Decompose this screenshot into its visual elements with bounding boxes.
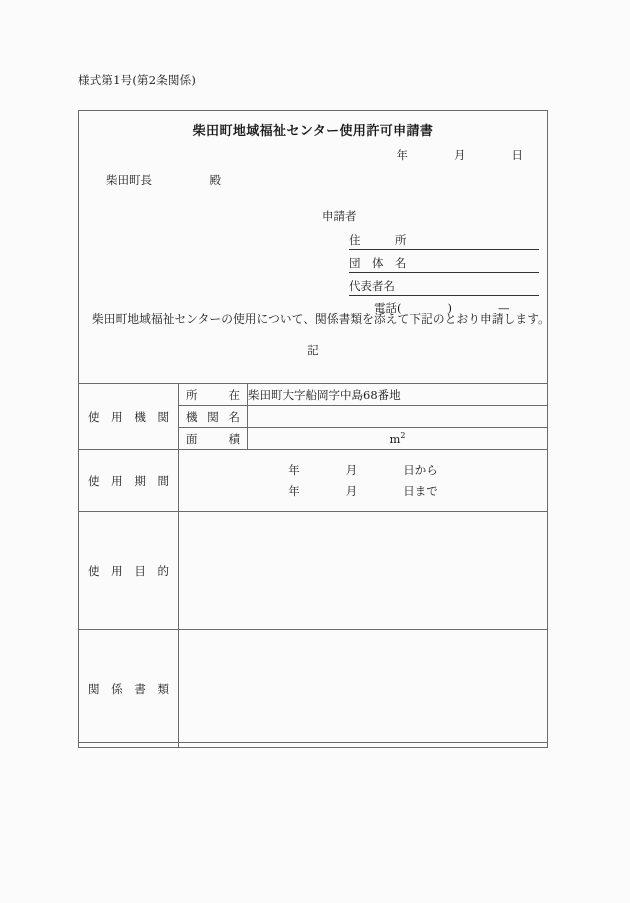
label-char: 用 bbox=[111, 409, 123, 424]
form-header-area bbox=[79, 111, 550, 383]
row-label-institution bbox=[79, 384, 179, 450]
field-label-representative: 代表者名 bbox=[349, 279, 395, 293]
table-row-documents bbox=[79, 630, 548, 748]
label-char: 関 bbox=[88, 681, 100, 696]
phone-line[interactable]: 電話( ) — bbox=[374, 301, 510, 315]
label-char: 使 bbox=[88, 473, 100, 488]
institution-name-value[interactable] bbox=[248, 406, 548, 428]
area-value[interactable] bbox=[248, 428, 548, 450]
area-unit: m bbox=[389, 431, 401, 446]
period-value[interactable] bbox=[179, 450, 548, 512]
row-label-purpose bbox=[79, 512, 179, 630]
row-label-period-chars bbox=[79, 473, 178, 489]
applicant-label: 申請者 bbox=[322, 209, 357, 223]
label-char: 機 bbox=[134, 409, 146, 424]
label-char: 係 bbox=[111, 681, 123, 696]
form-number: 様式第1号(第2条関係) bbox=[78, 73, 197, 87]
body-text: 柴田町地域福祉センターの使用について、関係書類を添えて下記のとおり申請します。 bbox=[92, 312, 550, 326]
row-label-institution-chars bbox=[79, 409, 178, 425]
addressee: 柴田町長 殿 bbox=[106, 173, 221, 187]
field-label-organization: 団 体 名 bbox=[349, 256, 407, 270]
label-char: 期 bbox=[134, 473, 146, 488]
label-char: 機 bbox=[186, 409, 198, 424]
label-char: 目 bbox=[134, 563, 146, 578]
row-label-period bbox=[79, 450, 179, 512]
label-char: 所 bbox=[186, 387, 198, 402]
row-label-documents bbox=[79, 630, 179, 748]
field-row-address bbox=[349, 229, 539, 250]
purpose-value[interactable] bbox=[179, 512, 548, 630]
location-value[interactable]: 柴田町大字船岡字中島68番地 bbox=[248, 384, 548, 406]
documents-value[interactable] bbox=[179, 630, 548, 748]
sub-label-institution-name-chars bbox=[179, 409, 247, 425]
table-row-period bbox=[79, 450, 548, 512]
table-row-location bbox=[79, 384, 548, 406]
label-char: 名 bbox=[228, 409, 240, 424]
label-char: 用 bbox=[111, 563, 123, 578]
field-row-organization bbox=[349, 252, 539, 273]
field-label-address: 住 所 bbox=[349, 233, 407, 247]
label-char: 書 bbox=[134, 681, 146, 696]
sub-label-institution-name bbox=[179, 406, 248, 428]
table-row-purpose bbox=[79, 512, 548, 630]
label-char: 面 bbox=[186, 431, 198, 446]
sub-label-area-chars bbox=[179, 431, 247, 447]
form-frame bbox=[78, 110, 548, 743]
label-char: 的 bbox=[157, 563, 169, 578]
label-char: 関 bbox=[207, 409, 219, 424]
label-char: 関 bbox=[157, 409, 169, 424]
sub-label-location-chars bbox=[179, 387, 247, 403]
period-from-line: 年 月 日から bbox=[288, 463, 438, 478]
label-char: 用 bbox=[111, 473, 123, 488]
sub-label-location bbox=[179, 384, 248, 406]
label-char: 積 bbox=[228, 431, 240, 446]
page-title: 柴田町地域福祉センター使用許可申請書 bbox=[192, 124, 434, 139]
label-char: 類 bbox=[157, 681, 169, 696]
row-label-documents-chars bbox=[79, 681, 178, 697]
period-to-line: 年 月 日まで bbox=[288, 483, 438, 498]
label-char: 在 bbox=[228, 387, 240, 402]
sub-label-area bbox=[179, 428, 248, 450]
applicant-fields bbox=[349, 229, 539, 316]
area-unit-exponent: 2 bbox=[400, 431, 406, 441]
label-char: 間 bbox=[157, 473, 169, 488]
field-row-representative bbox=[349, 275, 539, 296]
row-label-purpose-chars bbox=[79, 563, 178, 579]
form-table bbox=[78, 383, 548, 748]
ki-marker: 記 bbox=[307, 343, 319, 357]
date-line: 年 月 日 bbox=[396, 148, 523, 162]
label-char: 使 bbox=[88, 409, 100, 424]
label-char: 使 bbox=[88, 563, 100, 578]
